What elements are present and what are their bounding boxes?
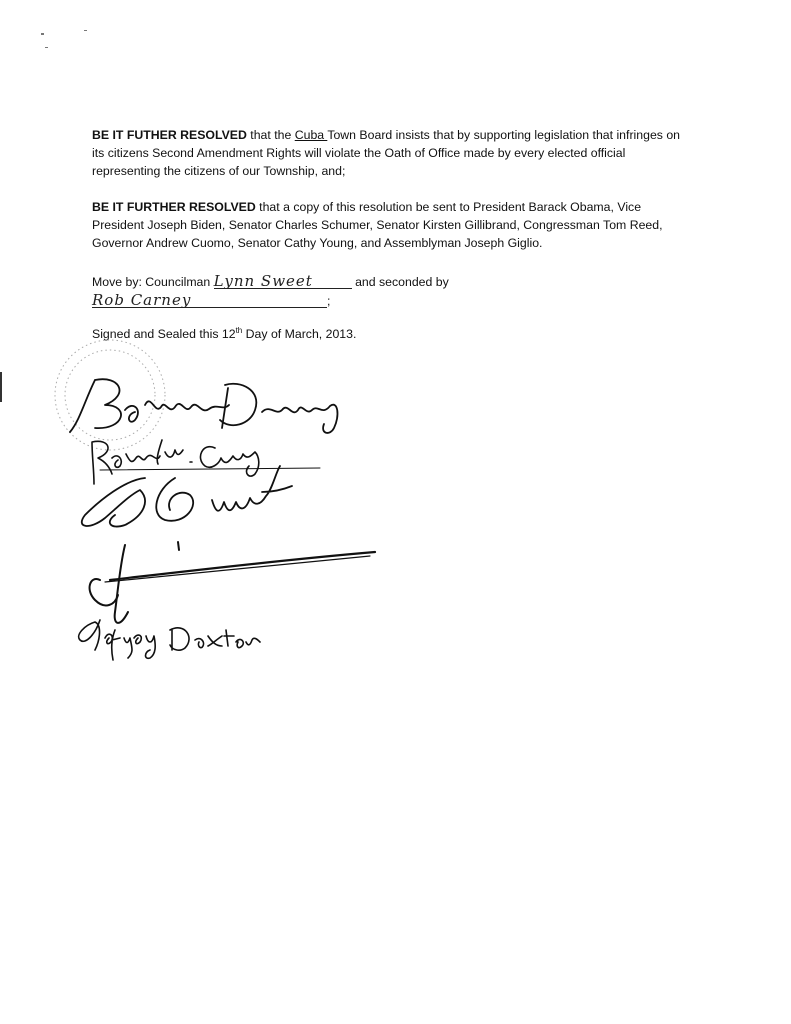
- signed-text-post: Day of March, 2013.: [242, 327, 357, 342]
- resolved-heading: BE IT FUTHER RESOLVED: [92, 128, 247, 142]
- signature-5: [79, 620, 260, 660]
- paragraph-text: Town Board insists that by supporting legislation that infringes on its citizens Second Amendment Rights will violate the Oath of Office made by every elected official representing the citizens of our Township, and;: [92, 128, 681, 178]
- line-end: ;: [327, 294, 331, 308]
- signature-1: [70, 379, 337, 433]
- paragraph-text: that the: [246, 128, 295, 142]
- seconder-handwritten-name: Rob Carney: [92, 291, 192, 309]
- paragraph-text: that a copy of this resolution be sent to President Barack Obama, Vice President Joseph Biden, Senator Charles Schumer, Senator Kirsten Gillibrand, Congressman Tom Reed, Governor Andrew Cuomo, Senator Cathy Young, and Assemblyman Joseph Giglio.: [92, 200, 663, 250]
- ordinal-suffix: th: [235, 326, 243, 335]
- mover-handwritten-name: Lynn Sweet: [213, 272, 313, 290]
- signature-3: [82, 466, 320, 527]
- motion-label: Move by: Councilman: [92, 275, 211, 289]
- town-name: Cuba: [294, 128, 328, 142]
- resolved-heading: BE IT FURTHER RESOLVED: [92, 200, 256, 214]
- embossed-seal: [55, 340, 165, 450]
- signature-4: [90, 542, 375, 623]
- seconded-label: and seconded by: [355, 275, 449, 289]
- signed-text-pre: Signed and Sealed this 12: [92, 327, 236, 342]
